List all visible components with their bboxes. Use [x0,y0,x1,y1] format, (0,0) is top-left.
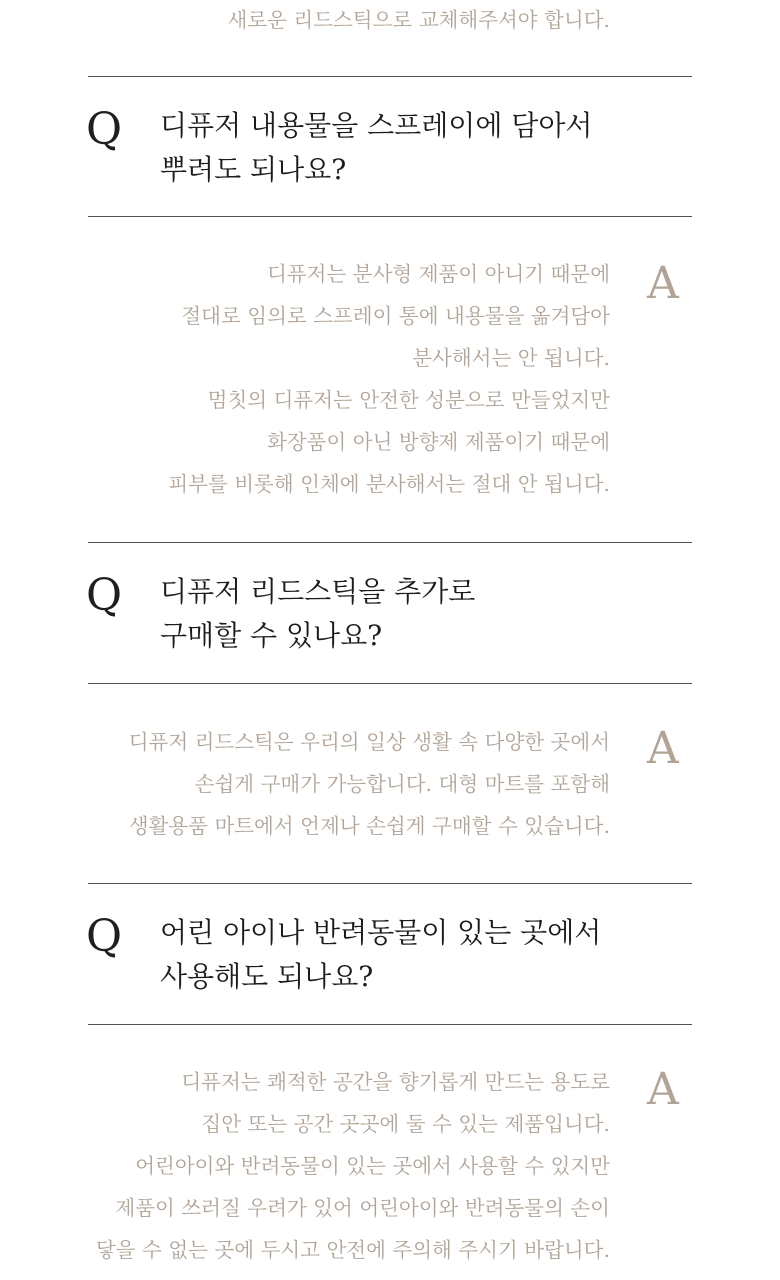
answer-line: 새로운 리드스틱으로 교체해주셔야 합니다. [227,8,610,32]
answer-text [50,253,610,505]
answer-line: 절대로 임의로 스프레이 통에 내용물을 옮겨담아 [181,304,610,328]
answer-line: 디퓨저 리드스틱은 우리의 일상 생활 속 다양한 곳에서 [128,730,610,754]
question-marker: Q [86,570,123,621]
answer-marker: A [647,258,679,309]
answer-marker: A [647,723,679,774]
answer-line: 제품이 쓰러질 우려가 있어 어린아이와 반려동물의 손이 [115,1196,610,1220]
question-line: 어린 아이나 반려동물이 있는 곳에서 [160,916,602,949]
question-text [160,570,680,658]
divider [88,76,692,77]
answer-line: 분사해서는 안 됩니다. [412,346,610,370]
answer-line: 생활용품 마트에서 언제나 손쉽게 구매할 수 있습니다. [128,814,610,838]
question-text [160,104,680,192]
answer-marker: A [647,1064,679,1115]
question-line: 디퓨저 내용물을 스프레이에 담아서 [160,109,593,142]
question-text [160,911,680,999]
question-line: 사용해도 되나요? [160,960,374,993]
divider [88,216,692,217]
divider [88,883,692,884]
answer-text [50,1061,610,1271]
divider [88,542,692,543]
answer-line: 디퓨저는 쾌적한 공간을 향기롭게 만드는 용도로 [181,1070,610,1094]
answer-line: 디퓨저는 분사형 제품이 아니기 때문에 [267,262,610,286]
answer-line: 멈칫의 디퓨저는 안전한 성분으로 만들었지만 [207,388,610,412]
previous-answer-text [50,2,610,38]
question-line: 디퓨저 리드스틱을 추가로 [160,575,476,608]
question-marker: Q [86,911,123,962]
divider [88,1024,692,1025]
answer-line: 집안 또는 공간 곳곳에 둘 수 있는 제품입니다. [201,1112,610,1136]
question-line: 뿌려도 되나요? [160,153,347,186]
answer-text [50,721,610,847]
answer-line: 손쉽게 구매가 가능합니다. 대형 마트를 포함해 [194,772,610,796]
answer-line: 어린아이와 반려동물이 있는 곳에서 사용할 수 있지만 [135,1154,610,1178]
answer-line: 화장품이 아닌 방향제 제품이기 때문에 [267,430,610,454]
divider [88,683,692,684]
answer-line: 피부를 비롯해 인체에 분사해서는 절대 안 됩니다. [168,472,610,496]
answer-line: 닿을 수 없는 곳에 두시고 안전에 주의해 주시기 바랍니다. [95,1238,610,1262]
question-marker: Q [86,104,123,155]
question-line: 구매할 수 있나요? [160,619,383,652]
